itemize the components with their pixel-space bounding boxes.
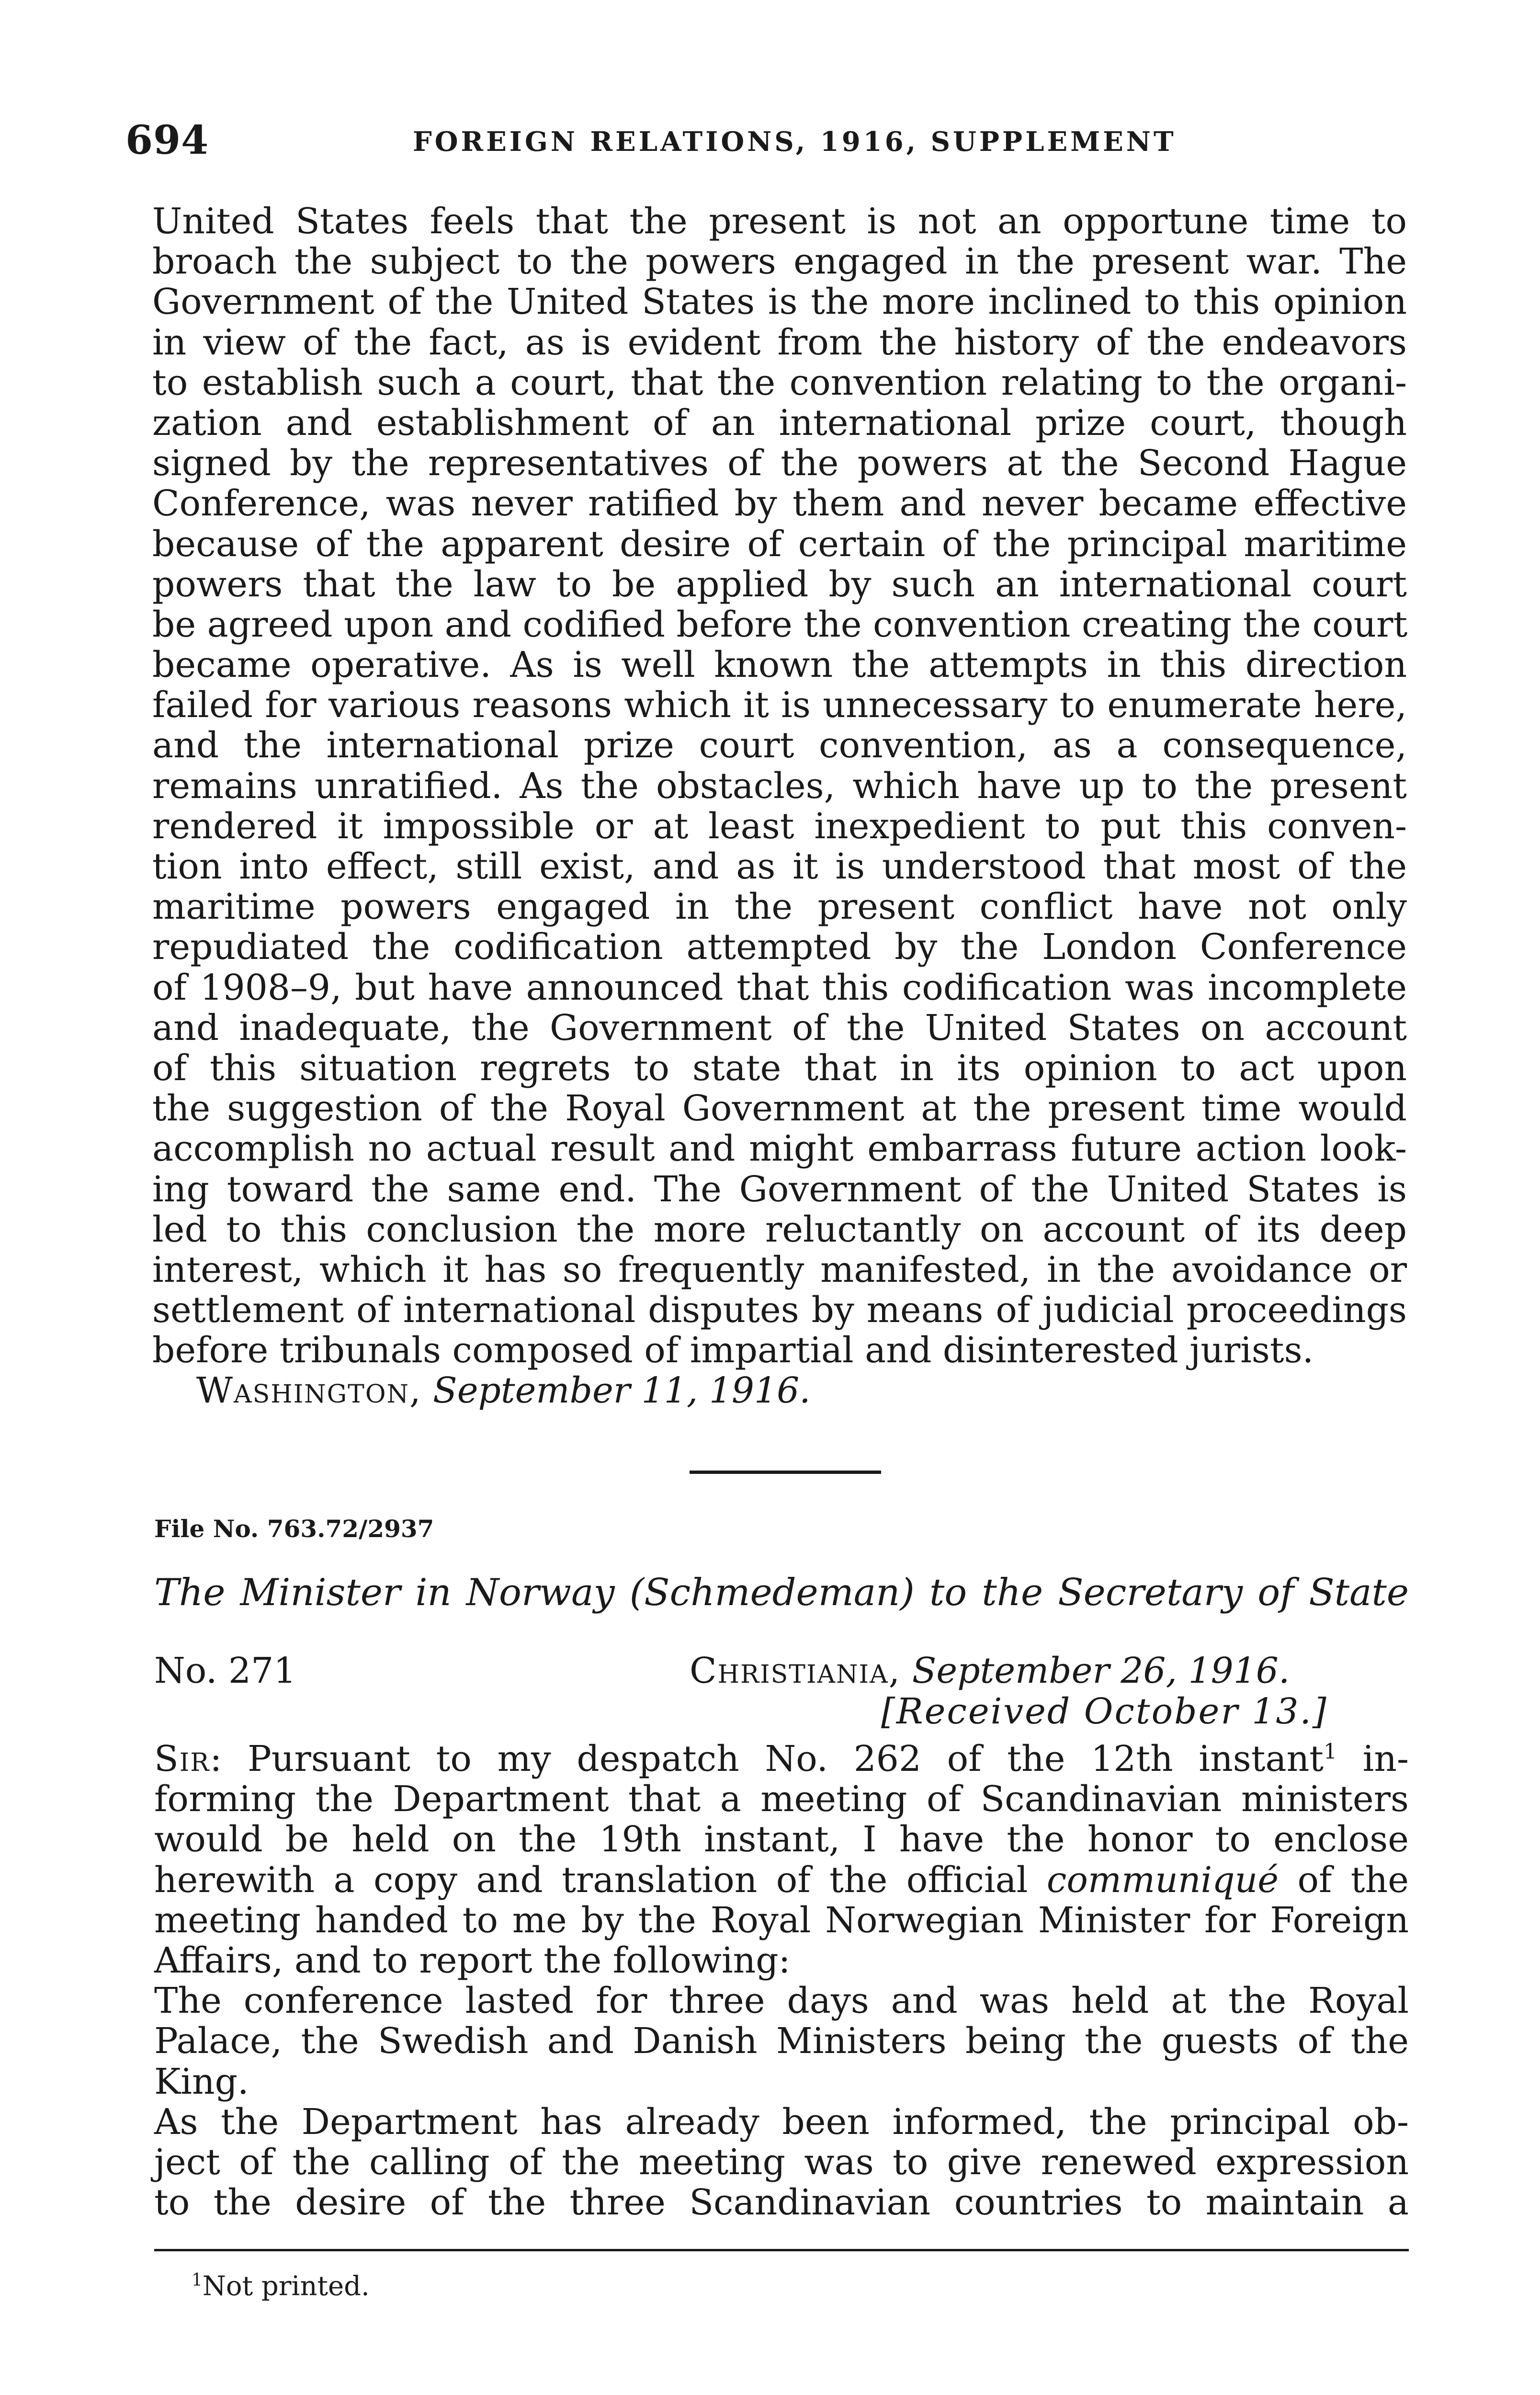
body-line: and inadequate, the Government of the United States on account xyxy=(152,1007,1407,1049)
line-text: Palace, the Swedish and Danish Ministers being the guests of the xyxy=(154,2020,1409,2062)
line-text: would be held on the 19th instant, I have the honor to enclose xyxy=(154,1819,1409,1860)
body-line xyxy=(154,2062,1409,2102)
body-line: became operative. As is well known the attempts in this direction xyxy=(152,644,1407,686)
body-line xyxy=(154,1819,1409,1859)
body-line: accomplish no actual result and might embarrass future action look- xyxy=(152,1128,1407,1170)
section-divider xyxy=(690,1471,881,1474)
body-line: rendered it impossible or at least inexpedient to put this conven- xyxy=(152,805,1407,847)
body-line: United States feels that the present is not an opportune time to xyxy=(152,201,1407,242)
body-line: before tribunals composed of impartial and disinterested jurists. xyxy=(152,1330,1314,1371)
dispatch-place-date xyxy=(690,1650,1290,1691)
body-line: zation and establishment of an international prize court, though xyxy=(152,402,1407,444)
body-line: of this situation regrets to state that in its opinion to act upon xyxy=(152,1047,1407,1089)
body-line: tion into effect, still exist, and as it is understood that most of the xyxy=(152,846,1407,887)
line-text: to the desire of the three Scandinavian countries to maintain a xyxy=(154,2182,1409,2224)
footnote-text: Not printed. xyxy=(202,2270,370,2302)
file-number: File No. 763.72/2937 xyxy=(154,1515,434,1543)
dispatch-place: Christiania, xyxy=(690,1650,901,1691)
signature-date: September 11, 1916. xyxy=(433,1370,811,1411)
running-head: FOREIGN RELATIONS, 1916, SUPPLEMENT xyxy=(413,126,1177,158)
body-line xyxy=(154,2021,1409,2061)
page-number: 694 xyxy=(125,117,209,163)
body-line: led to this conclusion the more reluctantly on account of its deep xyxy=(152,1209,1407,1250)
title-part-1: The Minister in Norway ( xyxy=(154,1571,645,1614)
line-text: meeting handed to me by the Royal Norwegian Minister for Foreign xyxy=(154,1899,1409,1941)
body-line: powers that the law to be applied by such an international court xyxy=(152,563,1407,605)
body-line: signed by the representatives of the powers at the Second Hague xyxy=(152,443,1407,484)
footnote-reference: 1 xyxy=(1323,1739,1337,1764)
body-line: Conference, was never ratified by them and never became effective xyxy=(152,483,1407,525)
body-line xyxy=(154,2142,1409,2182)
body-line: to establish such a court, that the convention relating to the organi- xyxy=(152,362,1407,403)
letter-body-part-1 xyxy=(152,201,1407,1370)
letter-body-part-2 xyxy=(154,1739,1409,2223)
body-line: ing toward the same end. The Government of the United States is xyxy=(152,1168,1407,1210)
line-text: : Pursuant to my despatch No. 262 of the 12th instant xyxy=(210,1738,1324,1779)
italic-term: communiqué xyxy=(1046,1859,1279,1901)
line-text: The conference lasted for three days and was held at the Royal xyxy=(154,1980,1409,2022)
body-line xyxy=(154,1860,1409,1900)
body-line xyxy=(154,2182,1409,2223)
body-line: in view of the fact, as is evident from the history of the endeavors xyxy=(152,321,1407,363)
document-title xyxy=(154,1571,1409,1614)
body-line: maritime powers engaged in the present conflict have not only xyxy=(152,886,1407,928)
body-line: interest, which it has so frequently manifested, in the avoidance or xyxy=(152,1249,1407,1290)
footnote xyxy=(192,2270,370,2302)
body-line: be agreed upon and codified before the convention creating the court xyxy=(152,604,1408,645)
body-line xyxy=(154,1779,1409,1819)
body-line: remains unratified. As the obstacles, which have up to the present xyxy=(152,765,1407,807)
body-line: failed for various reasons which it is unnecessary to enumerate here, xyxy=(152,684,1407,726)
body-line xyxy=(154,2102,1409,2142)
body-line: and the international prize court convention, as a consequence, xyxy=(152,725,1407,766)
body-line xyxy=(154,1940,1409,1981)
body-line xyxy=(154,1900,1409,1940)
line-text: forming the Department that a meeting of Scandinavian ministers xyxy=(154,1779,1409,1820)
title-name: Schmedeman xyxy=(644,1571,900,1614)
title-part-2: ) to the Secretary of State xyxy=(900,1571,1409,1614)
body-line: of 1908–9, but have announced that this codification was incomplete xyxy=(152,967,1407,1008)
received-date: [Received October 13.] xyxy=(881,1691,1328,1732)
body-line: broach the subject to the powers engaged in the present war. The xyxy=(152,241,1407,283)
line-text: ject of the calling of the meeting was to give renewed expression xyxy=(154,2141,1409,2183)
dispatch-number: No. 271 xyxy=(154,1650,296,1691)
body-line xyxy=(154,1739,1409,1779)
page-header xyxy=(125,117,1409,165)
body-line xyxy=(154,1981,1409,2021)
line-text: herewith a copy and translation of the official xyxy=(154,1859,1047,1901)
dispatch-date: September 26, 1916. xyxy=(912,1650,1290,1691)
line-text: As the Department has already been informed, the principal ob- xyxy=(154,2101,1409,2143)
line-text: King. xyxy=(154,2061,249,2102)
body-line: settlement of international disputes by means of judicial proceedings xyxy=(152,1289,1407,1331)
line-text: Affairs, and to report the following: xyxy=(154,1939,791,1981)
line-text-end: in- xyxy=(1336,1738,1409,1779)
footnote-rule xyxy=(154,2249,1409,2251)
signature-line xyxy=(196,1370,811,1411)
signature-place: Washington, xyxy=(196,1370,422,1411)
line-text-end: of the xyxy=(1279,1859,1409,1901)
salutation: Sir xyxy=(154,1738,210,1779)
body-line: because of the apparent desire of certain of the principal maritime xyxy=(152,523,1407,565)
body-line: Government of the United States is the more inclined to this opinion xyxy=(152,281,1407,323)
footnote-marker: 1 xyxy=(192,2270,203,2290)
body-line: the suggestion of the Royal Government at the present time would xyxy=(152,1088,1407,1129)
body-line: repudiated the codification attempted by the London Conference xyxy=(152,926,1407,968)
